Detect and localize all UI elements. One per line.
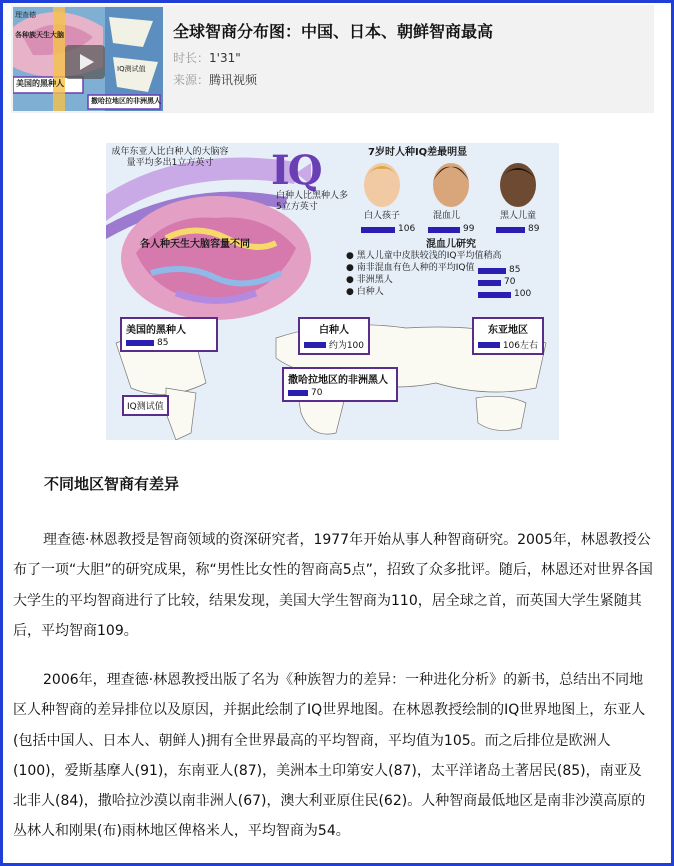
video-card[interactable] xyxy=(11,5,654,113)
child-bar xyxy=(428,227,460,233)
source-value: 腾讯视频 xyxy=(209,73,258,87)
video-thumbnail[interactable] xyxy=(13,7,163,111)
child-label-black: 黑人儿童 xyxy=(500,211,537,221)
mixed-item: ● 白种人 xyxy=(346,287,384,297)
region-value: 85 xyxy=(157,338,169,348)
article-paragraph: 2006年，理查德·林恩教授出版了名为《种族智力的差异：一种进化分析》的新书，总结出不同地区人种智商的差异排位以及原因，并据此绘制了IQ世界地图。在林恩教授绘制的IQ世界地图上，东亚人(包括中国人、日本人、朝鲜人)拥有全世界最高的平均智商，平均值为105。而之后排位是欧洲人(100)，爱斯基摩人(91)，东南亚人(87)，美洲本土印第安人(87)，太平洋诸岛土著居民(85)，南亚及北非人(84)，撒哈拉沙漠以南非洲人(67)，澳大利亚原住民(62)。人种智商最低地区是南非沙漠高原的丛林人和刚果(布)雨林地区俾格米人，平均智商为54。 xyxy=(13,672,646,840)
region-box-white xyxy=(298,317,370,355)
thumb-text: 撒哈拉地区的非洲黑人 xyxy=(91,97,161,105)
thumb-text: 美国的黑种人 xyxy=(16,79,64,88)
region-value: 约为100 xyxy=(328,341,364,351)
section-heading: 不同地区智商有差异 xyxy=(44,475,180,493)
child-label-white: 白人孩子 xyxy=(364,211,401,221)
region-name: 撒哈拉地区的非洲黑人 xyxy=(288,375,388,386)
region-box-us-black xyxy=(120,317,218,352)
region-value: 106左右 xyxy=(502,341,538,351)
white-note: 白种人比黑种人多5立方英寸 xyxy=(276,191,349,213)
source-label: 来源： xyxy=(173,73,210,87)
child-bar xyxy=(496,227,525,233)
mixed-bar-row: 70 xyxy=(478,275,515,288)
child-label-mixed: 混血儿 xyxy=(433,211,461,221)
region-name: 美国的黑种人 xyxy=(126,325,186,336)
video-duration xyxy=(173,49,241,66)
child-bar xyxy=(361,227,395,233)
region-name: 白种人 xyxy=(319,325,349,336)
thumb-text: 各种族天生大脑 xyxy=(15,31,64,39)
thumb-text: IQ测试值 xyxy=(117,65,146,73)
video-source xyxy=(173,71,257,88)
region-box-sub-saharan xyxy=(282,367,398,402)
region-box-east-asia xyxy=(472,317,544,355)
mixed-item: ● 黑人儿童中皮肤较浅的IQ平均值稍高 xyxy=(346,251,502,261)
child-bar-mixed xyxy=(428,222,474,235)
duration-label: 时长： xyxy=(173,51,210,65)
iq-infographic xyxy=(106,143,559,440)
mixed-bar-row: 85 xyxy=(478,263,520,276)
thumb-text: 理查德 xyxy=(15,11,36,19)
duration-value: 1'31" xyxy=(209,51,241,65)
child-value: 99 xyxy=(463,224,475,234)
children-title: 7岁时人种IQ差最明显 xyxy=(368,147,468,158)
iq-title: IQ xyxy=(271,147,321,194)
mixed-title: 混血儿研究 xyxy=(426,239,476,250)
brain-caption: 各人种天生大脑容量不同 xyxy=(140,239,250,250)
brain-note: 成年东亚人比白种人的大脑容量平均多出1立方英寸 xyxy=(111,147,229,169)
child-value: 106 xyxy=(398,224,416,234)
mixed-item: ● 南非混血有色人种的平均IQ值 xyxy=(346,263,475,273)
child-bar-black xyxy=(496,222,539,235)
video-title[interactable]: 全球智商分布图：中国、日本、朝鲜智商最高 xyxy=(173,22,494,41)
article-paragraph: 理查德·林恩教授是智商领域的资深研究者，1977年开始从事人种智商研究。2005年，林恩教授公布了一项“大胆”的研究成果，称“男性比女性的智商高5点”，招致了众多批评。随后，林恩还对世界各国大学生的平均智商进行了比较，结果发现，美国大学生智商为110，居全球之首，而英国大学生紧随其后，平均智商109。 xyxy=(13,532,653,639)
child-value: 89 xyxy=(528,224,540,234)
legend-label: IQ测试值 xyxy=(127,402,164,412)
legend-iq xyxy=(122,395,169,416)
child-bar-white xyxy=(361,222,415,235)
mixed-bar-row: 100 xyxy=(478,287,531,300)
mixed-item: ● 非洲黑人 xyxy=(346,275,393,285)
region-value: 70 xyxy=(311,388,323,398)
region-name: 东亚地区 xyxy=(488,325,528,336)
play-icon[interactable] xyxy=(65,45,105,79)
